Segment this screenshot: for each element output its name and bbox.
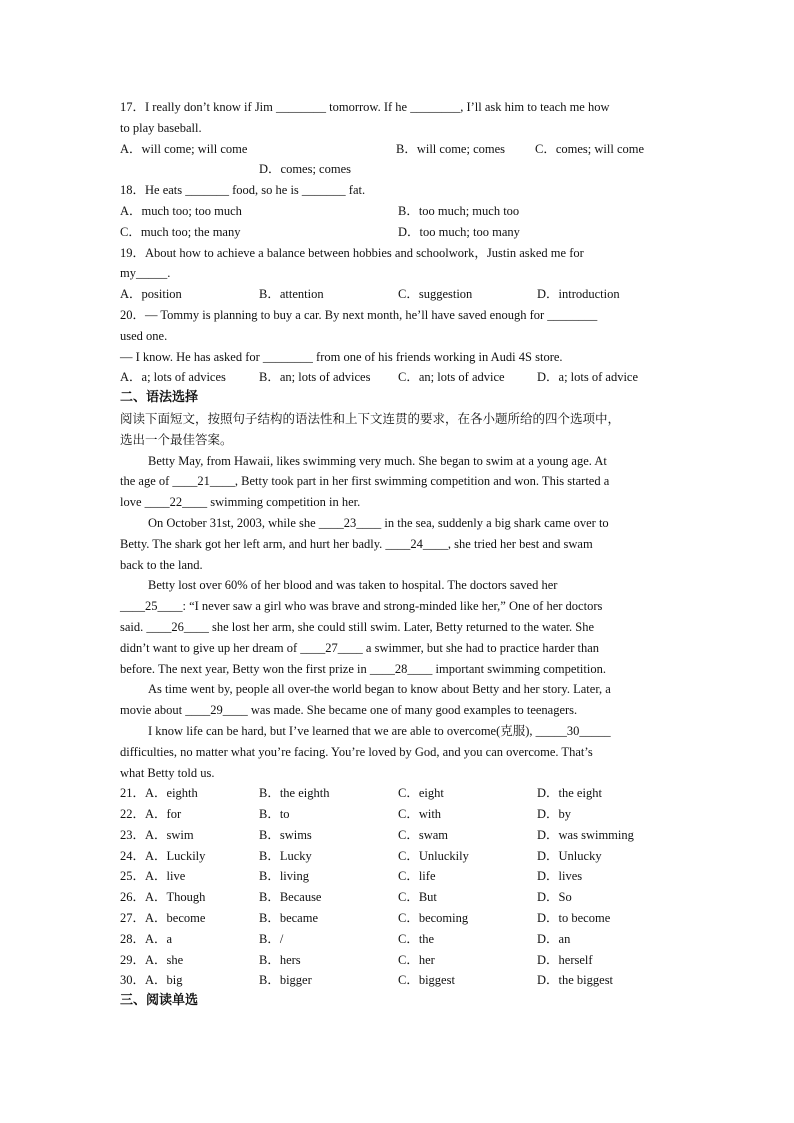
answer-row [120, 846, 676, 867]
answer-option-b: B．hers [259, 952, 301, 967]
answer-option-a: 28．A．a [120, 931, 173, 946]
answer-option-c: C．Unluckily [398, 848, 469, 863]
q20-option-a: A．a; lots of advices [120, 370, 226, 385]
q19-option-b: B．attention [259, 287, 324, 302]
answer-option-a: 23．A．swim [120, 827, 194, 842]
passage-line: love ____22____ swimming competition in her. [120, 495, 361, 510]
answer-option-c: C．biggest [398, 973, 455, 988]
worksheet-page [120, 97, 676, 1012]
q20-option-c: C．an; lots of advice [398, 370, 505, 385]
answer-option-b: B．swims [259, 827, 312, 842]
answer-row [120, 929, 676, 950]
q20-stem-line3: — I know. He has asked for ________ from one of his friends working in Audi 4S store. [120, 349, 563, 364]
q18-options-row1 [120, 201, 676, 222]
answer-option-a: 30．A．big [120, 973, 183, 988]
answer-option-a: 25．A．live [120, 869, 186, 884]
answer-option-a: 24．A．Luckily [120, 848, 206, 863]
q20-options [120, 367, 676, 388]
passage-line: what Betty told us. [120, 765, 215, 780]
q19-stem-line1: 19．About how to achieve a balance between hobbies and schoolwork，Justin asked me for [120, 245, 584, 260]
q17-stem-line2: to play baseball. [120, 120, 202, 135]
answer-option-b: B．Because [259, 890, 322, 905]
passage-line: back to the land. [120, 557, 203, 572]
q19-option-d: D．introduction [537, 287, 620, 302]
answer-option-c: C．becoming [398, 911, 469, 926]
answer-row [120, 866, 676, 887]
answer-row [120, 825, 676, 846]
q19-option-c: C．suggestion [398, 287, 473, 302]
answer-option-c: C．her [398, 952, 435, 967]
q20-option-d: D．a; lots of advice [537, 370, 639, 385]
q20-stem-line1: 20．— Tommy is planning to buy a car. By next month, he’ll have saved enough for ________ [120, 307, 598, 322]
answer-option-c: C．swam [398, 827, 449, 842]
answer-option-a: 22．A．for [120, 807, 182, 822]
answer-row [120, 783, 676, 804]
passage-line: On October 31st, 2003, while she ____23____ in the sea, suddenly a big shark came over to [148, 515, 609, 530]
answer-option-d: D．lives [537, 869, 583, 884]
answer-option-d: D．herself [537, 952, 593, 967]
answer-option-d: D．an [537, 931, 571, 946]
answer-option-d: D．to become [537, 911, 611, 926]
passage-line: Betty. The shark got her left arm, and hurt her badly. ____24____, she tried her best and swam [120, 536, 593, 551]
section2-title: 二、语法选择 [120, 390, 199, 406]
q17-options-row2 [120, 159, 676, 180]
answer-row [120, 804, 676, 825]
answer-option-d: D．Unlucky [537, 848, 602, 863]
q17-stem-line1: 17．I really don’t know if Jim ________ tomorrow. If he ________, I’ll ask him to teach me how [120, 100, 610, 114]
answer-row [120, 908, 676, 929]
q17-option-a: A．will come; will come [120, 141, 248, 156]
passage-line: As time went by, people all over-the world began to know about Betty and her story. Later, a [148, 682, 611, 697]
answer-option-d: D．the biggest [537, 973, 614, 988]
answer-row [120, 950, 676, 971]
passage-line: Betty lost over 60% of her blood and was taken to hospital. The doctors saved her [148, 578, 558, 593]
q17-option-b: B．will come; comes [396, 141, 506, 156]
answer-option-b: B．Lucky [259, 848, 312, 863]
q18-option-a: A．much too; too much [120, 203, 242, 218]
passage-line: movie about ____29____ was made. She became one of many good examples to teenagers. [120, 703, 578, 718]
q20-option-b: B．an; lots of advices [259, 370, 371, 385]
q18-option-c: C．much too; the many [120, 224, 241, 239]
passage-line: the age of ____21____, Betty took part in her first swimming competition and won. This started a [120, 474, 610, 489]
answer-option-d: D．So [537, 890, 572, 905]
passage-line: said. ____26____ she lost her arm, she could still swim. Later, Betty returned to the water. She [120, 619, 595, 634]
answer-option-b: B．living [259, 869, 310, 884]
answer-option-a: 29．A．she [120, 952, 184, 967]
answer-option-d: D．the eight [537, 786, 602, 801]
q19-stem-line2: my_____. [120, 266, 171, 281]
section2-instruction-line1: 阅读下面短文，按照句子结构的语法性和上下文连贯的要求，在各小题所给的四个选项中， [120, 410, 621, 426]
answer-option-c: C．the [398, 931, 435, 946]
q20-stem-line2: used one. [120, 328, 168, 343]
passage-line: before. The next year, Betty won the first prize in ____28____ important swimming competition. [120, 661, 606, 676]
section2-instruction-line2: 选出一个最佳答案。 [120, 431, 233, 447]
answer-option-d: D．by [537, 807, 572, 822]
answer-option-c: C．with [398, 807, 442, 822]
q17-option-d: D．comes; comes [259, 162, 351, 177]
answer-option-b: B．became [259, 911, 319, 926]
answer-option-c: C．But [398, 890, 437, 905]
q18-stem: 18．He eats _______ food, so he is _______ fat. [120, 183, 366, 198]
q18-option-b: B．too much; much too [398, 203, 520, 218]
answer-option-a: 21．A．eighth [120, 786, 198, 801]
passage-line: Betty May, from Hawaii, likes swimming very much. She began to swim at a young age. At [148, 453, 607, 468]
answer-option-b: B．bigger [259, 973, 312, 988]
q17-option-c: C．comes; will come [535, 141, 645, 156]
answer-option-c: C．life [398, 869, 436, 884]
answer-option-a: 27．A．become [120, 911, 206, 926]
answer-option-b: B．the eighth [259, 786, 330, 801]
answer-option-b: B．to [259, 807, 290, 822]
answer-option-a: 26．A．Though [120, 890, 206, 905]
passage-line: didn’t want to give up her dream of ____27____ a swimmer, but she had to practice harder than [120, 640, 599, 655]
passage-line: ____25____: “I never saw a girl who was brave and strong-minded like her,” One of her doctors [120, 599, 603, 614]
passage-line: difficulties, no matter what you’re facing. You’re loved by God, and you can overcome. That’s [120, 744, 593, 759]
answer-option-d: D．was swimming [537, 827, 634, 842]
answer-option-c: C．eight [398, 786, 444, 801]
q18-option-d: D．too much; too many [398, 224, 520, 239]
q19-option-a: A．position [120, 287, 182, 302]
q17-options-row1 [120, 139, 676, 160]
q19-options [120, 284, 676, 305]
section3-title: 三、阅读单选 [120, 993, 199, 1009]
passage-line: I know life can be hard, but I’ve learned that we are able to overcome(克服), _____30_____ [148, 723, 611, 738]
answer-row [120, 887, 676, 908]
answer-option-b: B．/ [259, 931, 284, 946]
q18-options-row2 [120, 222, 676, 243]
answer-row [120, 970, 676, 991]
